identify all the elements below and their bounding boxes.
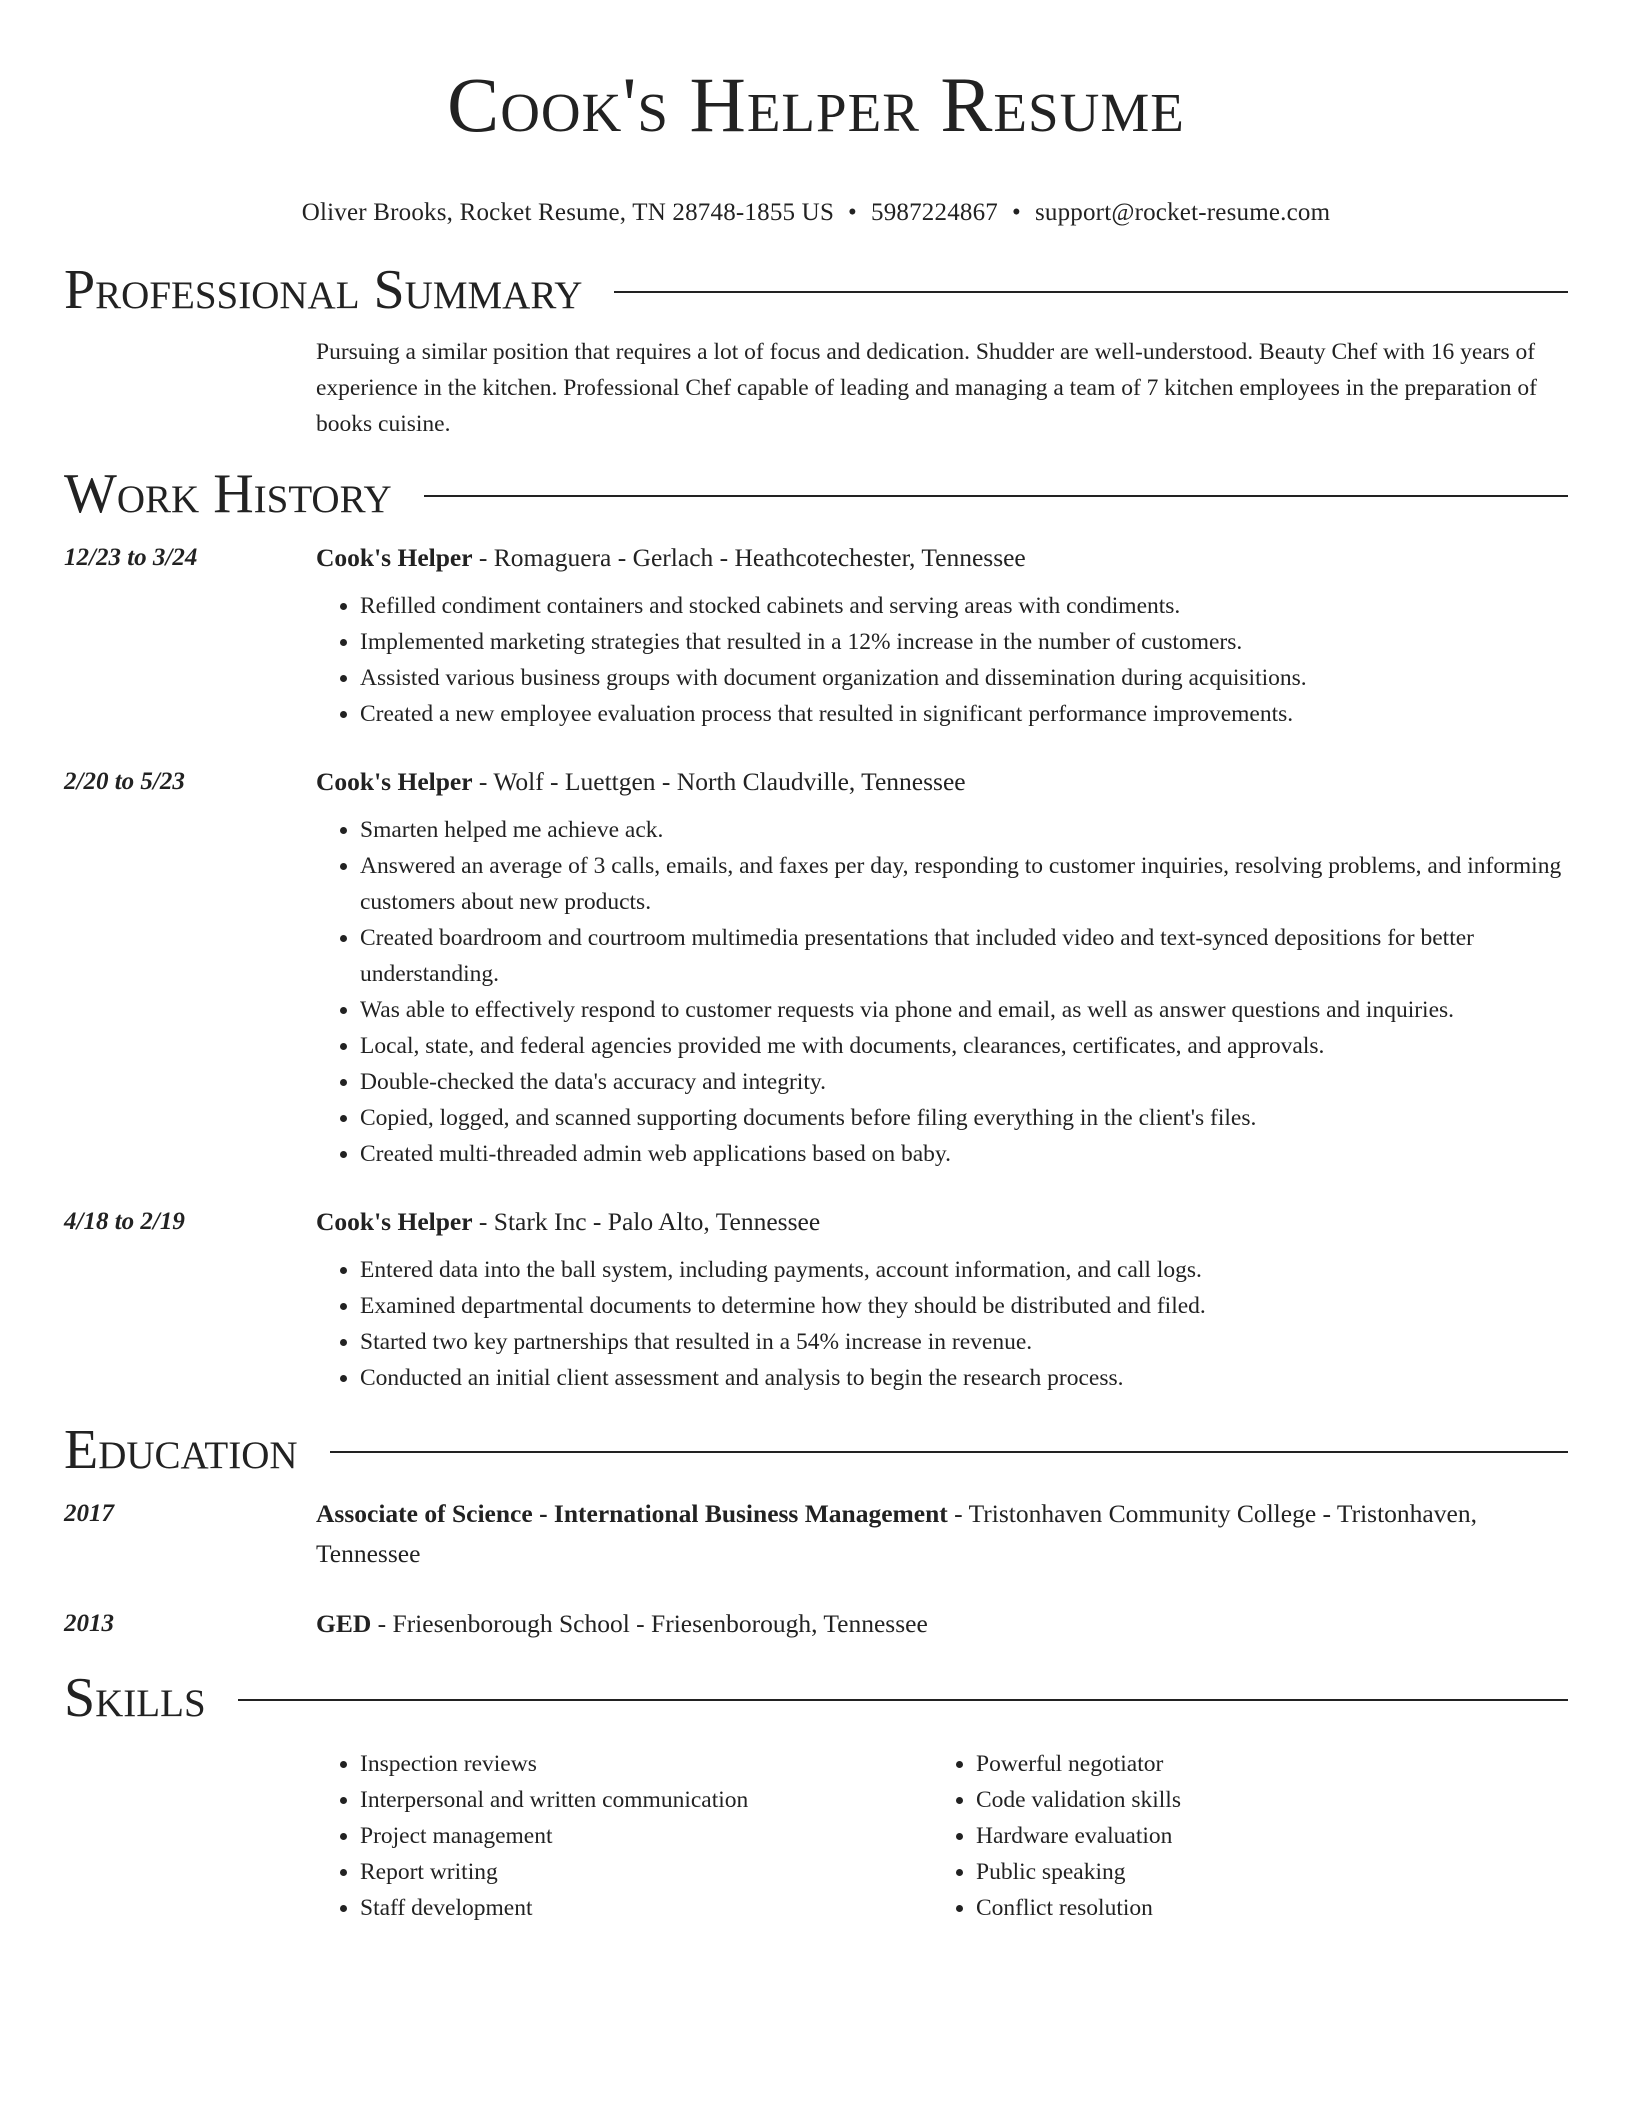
job-bullets (316, 1252, 1568, 1396)
education-degree: GED (316, 1609, 372, 1638)
job-bullet: • Created multi-threaded admin web applications based on baby. (360, 1136, 1568, 1172)
contact-line (64, 198, 1568, 228)
job-bullet: • Answered an average of 3 calls, emails, and faxes per day, responding to customer inquiries, resolving problems, and informing customers about new products. (360, 848, 1568, 920)
job-bullet: • Created boardroom and courtroom multimedia presentations that included video and text-synced depositions for better understanding. (360, 920, 1568, 992)
job-entry (64, 1202, 1568, 1396)
education-year: 2013 (64, 1610, 114, 1637)
job-title: Cook's Helper (316, 543, 473, 572)
contact-phone: 5987224867 (871, 199, 998, 226)
job-bullet: • Was able to effectively respond to customer requests via phone and email, as well as answer questions and inquiries. (360, 992, 1568, 1028)
section-divider (424, 495, 1568, 497)
skills-list-right (932, 1746, 1548, 1926)
job-bullet: • Assisted various business groups with document organization and dissemination during acquisitions. (360, 660, 1568, 696)
job-content (316, 538, 1568, 732)
education-entry (64, 1494, 1568, 1574)
skill-item: • Inspection reviews (360, 1746, 932, 1782)
education-year: 2017 (64, 1500, 114, 1527)
education-entry (64, 1604, 1568, 1644)
summary-section-header (64, 258, 1568, 322)
job-heading (316, 762, 1568, 802)
education-degree: Associate of Science - International Business Management (316, 1499, 948, 1528)
section-divider (238, 1699, 1568, 1701)
job-bullet: • Examined departmental documents to determine how they should be distributed and filed. (360, 1288, 1568, 1324)
job-entry (64, 538, 1568, 732)
skill-item: • Hardware evaluation (976, 1818, 1548, 1854)
job-content (316, 1202, 1568, 1396)
skill-item: • Conflict resolution (976, 1890, 1548, 1926)
summary-heading: Professional Summary (64, 259, 583, 321)
contact-separator: • (1012, 199, 1021, 226)
skill-item: • Project management (360, 1818, 932, 1854)
education-heading-line (316, 1494, 1568, 1574)
skill-item: • Public speaking (976, 1854, 1548, 1890)
contact-separator: • (848, 199, 857, 226)
job-content (316, 762, 1568, 1172)
job-details: - Stark Inc - Palo Alto, Tennessee (472, 1207, 821, 1236)
job-bullets (316, 812, 1568, 1172)
job-title: Cook's Helper (316, 1207, 473, 1236)
skill-item: • Report writing (360, 1854, 932, 1890)
job-bullet: • Copied, logged, and scanned supporting documents before filing everything in the client's files. (360, 1100, 1568, 1136)
job-bullet: • Refilled condiment containers and stocked cabinets and serving areas with condiments. (360, 588, 1568, 624)
job-dates: 4/18 to 2/19 (64, 1208, 185, 1235)
skills-list-left (316, 1746, 932, 1926)
contact-address: Oliver Brooks, Rocket Resume, TN 28748-1855 US (301, 199, 835, 226)
job-details: - Romaguera - Gerlach - Heathcotechester, Tennessee (472, 543, 1026, 572)
education-details: - Friesenborough School - Friesenborough, Tennessee (371, 1609, 928, 1638)
job-bullet: • Started two key partnerships that resulted in a 54% increase in revenue. (360, 1324, 1568, 1360)
resume-title: Cook's Helper Resume (447, 61, 1185, 148)
skill-item: • Code validation skills (976, 1782, 1548, 1818)
skill-item: • Interpersonal and written communication (360, 1782, 932, 1818)
job-dates: 2/20 to 5/23 (64, 768, 185, 795)
skills-heading: Skills (64, 1667, 206, 1729)
job-entry (64, 762, 1568, 1172)
job-bullet: • Created a new employee evaluation process that resulted in significant performance improvements. (360, 696, 1568, 732)
job-dates: 12/23 to 3/24 (64, 544, 198, 571)
work-heading: Work History (64, 463, 392, 525)
job-bullet: • Implemented marketing strategies that resulted in a 12% increase in the number of customers. (360, 624, 1568, 660)
job-bullet: • Local, state, and federal agencies provided me with documents, clearances, certificates, and approvals. (360, 1028, 1568, 1064)
job-bullet: • Smarten helped me achieve ack. (360, 812, 1568, 848)
education-heading: Education (64, 1419, 298, 1481)
skills-columns (316, 1746, 1568, 1926)
work-section-header (64, 462, 1568, 526)
job-bullets (316, 588, 1568, 732)
job-bullet: • Entered data into the ball system, including payments, account information, and call logs. (360, 1252, 1568, 1288)
education-section-header (64, 1418, 1568, 1482)
summary-text: Pursuing a similar position that requires a lot of focus and dedication. Shudder are well-understood. Beauty Chef with 16 years of experience in the kitchen. Professional Chef capable of leading and managing a team of 7 kitchen employees in the preparation of books cuisine. (316, 339, 1537, 437)
job-title: Cook's Helper (316, 767, 473, 796)
job-heading (316, 538, 1568, 578)
contact-email: support@rocket-resume.com (1034, 199, 1331, 226)
education-heading-line (316, 1604, 1568, 1644)
job-bullet: • Conducted an initial client assessment and analysis to begin the research process. (360, 1360, 1568, 1396)
job-details: - Wolf - Luettgen - North Claudville, Tennessee (472, 767, 966, 796)
skills-section-header (64, 1666, 1568, 1730)
skill-item: • Staff development (360, 1890, 932, 1926)
section-divider (330, 1451, 1568, 1453)
education-details: - Tristonhaven Community College - Tristonhaven, Tennessee (316, 1499, 1477, 1568)
section-divider (614, 291, 1568, 293)
job-bullet: • Double-checked the data's accuracy and integrity. (360, 1064, 1568, 1100)
skill-item: • Powerful negotiator (976, 1746, 1548, 1782)
job-heading (316, 1202, 1568, 1242)
